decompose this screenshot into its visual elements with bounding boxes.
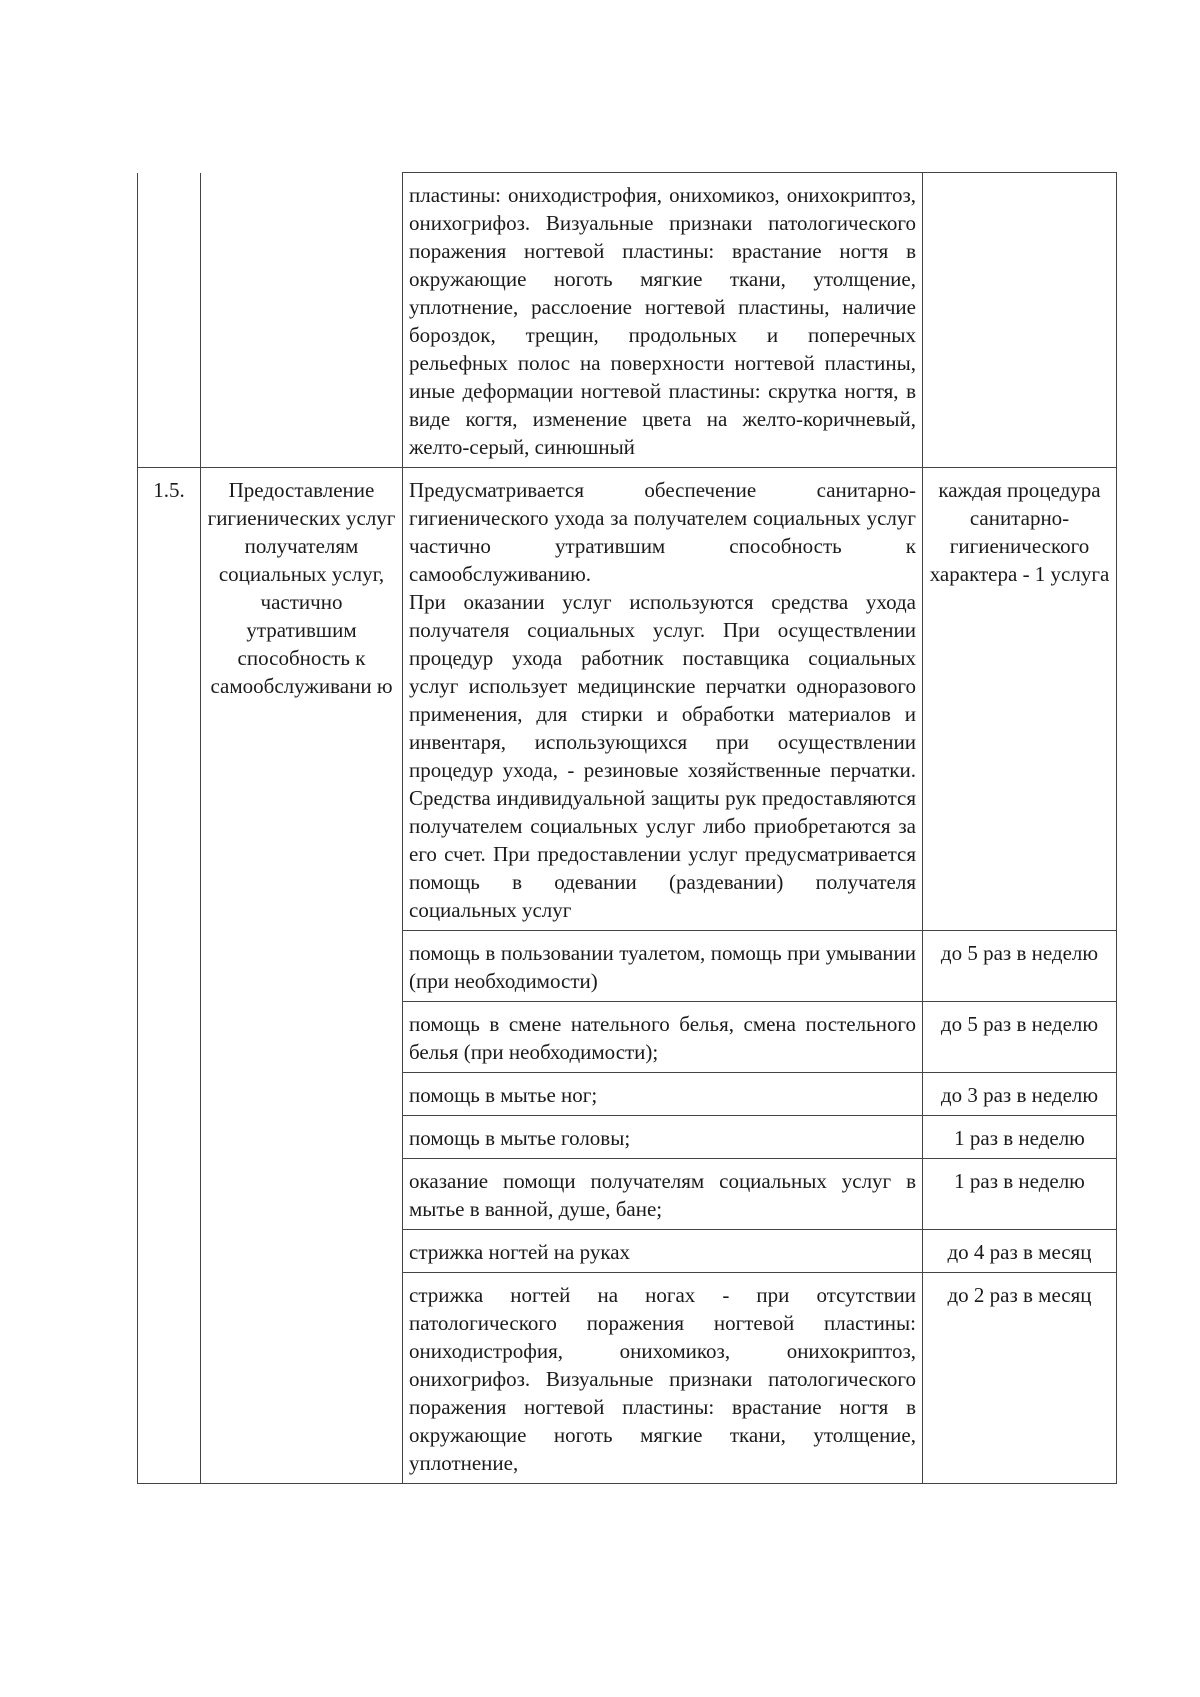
intro-paragraph: При оказании услуг используются средства ухода получателя социальных услуг. При осуществлении процедур ухода работник поставщика социальных услуг использует медицинские перчатки одноразового применения, для стирки и обработки материалов и инвентаря, использующихся при осуществлении процедур ухода, - резиновые хозяйственные перчатки. Средства индивидуальной защиты рук предоставляются получателем социальных услуг либо приобретаются за его счет. При предоставлении услуг предусматривается помощь в одевании (раздевании) получателя социальных услуг — [409, 590, 916, 922]
section-intro-description — [403, 468, 923, 931]
number-cell — [138, 173, 201, 468]
frequency-cell — [923, 173, 1117, 468]
service-frequency: до 5 раз в неделю — [923, 1002, 1117, 1073]
service-description: помощь в смене нательного белья, смена постельного белья (при необходимости); — [403, 1002, 923, 1073]
service-frequency: 1 раз в неделю — [923, 1116, 1117, 1159]
service-frequency: до 2 раз в месяц — [923, 1273, 1117, 1484]
table-row-continuation — [138, 173, 1117, 468]
service-frequency: 1 раз в неделю — [923, 1159, 1117, 1230]
section-intro-frequency: каждая процедура санитарно-гигиенического характера - 1 услуга — [923, 468, 1117, 931]
section-name: Предоставление гигиенических услуг получателям социальных услуг, частично утратившим способность к самообслуживани ю — [201, 468, 403, 1484]
description-cell: пластины: ониходистрофия, онихомикоз, онихокриптоз, онихогрифоз. Визуальные признаки патологического поражения ногтевой пластины: врастание ногтя в окружающие ноготь мягкие ткани, утолщение, уплотнение, расслоение ногтевой пластины, наличие бороздок, трещин, продольных и поперечных рельефных полос на поверхности ногтевой пластины, иные деформации ногтевой пластины: скрутка ногтя, в виде когтя, изменение цвета на желто-коричневый, желто-серый, синюшный — [403, 173, 923, 468]
services-table — [137, 172, 1117, 1484]
service-description: стрижка ногтей на ногах - при отсутствии патологического поражения ногтевой пластины: ониходистрофия, онихомикоз, онихокриптоз, онихогрифоз. Визуальные признаки патологического поражения ногтевой пластины: врастание ногтя в окружающие ноготь мягкие ткани, утолщение, уплотнение, — [403, 1273, 923, 1484]
section-number: 1.5. — [138, 468, 201, 1484]
service-description: стрижка ногтей на руках — [403, 1230, 923, 1273]
service-description: помощь в мытье головы; — [403, 1116, 923, 1159]
service-description: помощь в пользовании туалетом, помощь при умывании (при необходимости) — [403, 931, 923, 1002]
intro-paragraph: Предусматривается обеспечение санитарно-гигиенического ухода за получателем социальных услуг частично утратившим способность к самообслуживанию. — [409, 478, 916, 586]
service-frequency: до 5 раз в неделю — [923, 931, 1117, 1002]
service-frequency: до 4 раз в месяц — [923, 1230, 1117, 1273]
service-frequency: до 3 раз в неделю — [923, 1073, 1117, 1116]
table-row-section-intro — [138, 468, 1117, 931]
service-description: оказание помощи получателям социальных услуг в мытье в ванной, душе, бане; — [403, 1159, 923, 1230]
name-cell — [201, 173, 403, 468]
service-description: помощь в мытье ног; — [403, 1073, 923, 1116]
